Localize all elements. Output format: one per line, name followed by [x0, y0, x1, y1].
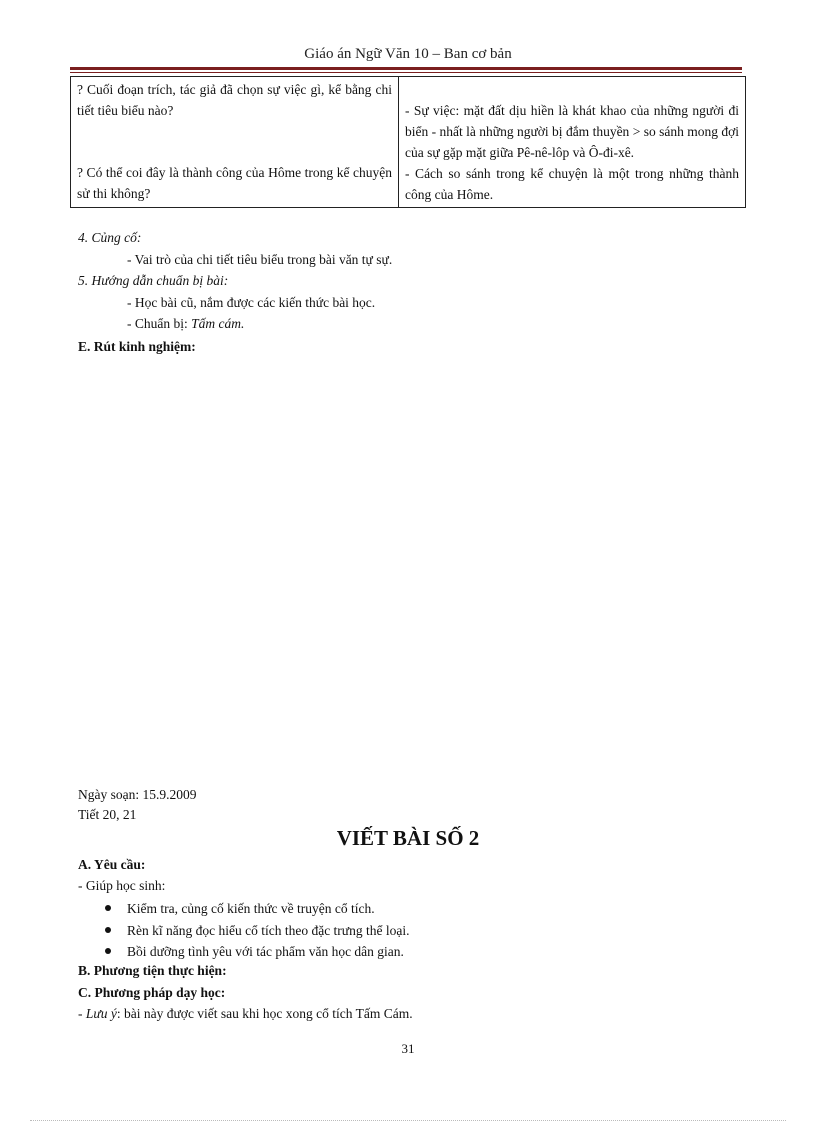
requirement-list — [102, 898, 410, 963]
list-item — [102, 920, 410, 942]
section-a-heading: A. Yêu cầu: — [78, 857, 146, 872]
section-5-line-1: - Học bài cũ, nắm được các kiến thức bài học. — [127, 295, 376, 310]
note-text: : bài này được viết sau khi học xong cổ tích Tấm Cám. — [116, 1006, 413, 1021]
note-line — [78, 1006, 413, 1022]
list-item — [102, 898, 410, 920]
answer-cell — [399, 77, 746, 208]
note-prefix: - — [78, 1006, 86, 1021]
prep-label: - Chuẩn bị: — [127, 316, 192, 331]
header-rule-thick — [70, 67, 742, 70]
header-rule-thin — [70, 72, 742, 73]
section-c-heading: C. Phương pháp dạy học: — [78, 985, 226, 1000]
date-label: Ngày soạn: 15.9.2009 — [78, 787, 197, 802]
bullet-icon — [105, 927, 111, 933]
question-cell — [71, 77, 399, 208]
question-2: ? Có thể coi đây là thành công của Hôme trong kể chuyện sử thi không? — [77, 165, 392, 201]
section-e-heading: E. Rút kinh nghiệm: — [78, 339, 196, 354]
section-5-heading: 5. Hướng dẫn chuẩn bị bài: — [78, 273, 229, 288]
bullet-icon — [105, 948, 111, 954]
table-row — [71, 77, 746, 208]
qa-table — [70, 76, 746, 208]
bullet-icon — [105, 905, 111, 911]
list-item-text: Rèn kĩ năng đọc hiểu cổ tích theo đặc trưng thể loại. — [127, 922, 410, 938]
section-4-heading: 4. Củng cố: — [78, 230, 142, 245]
header-title: Giáo án Ngữ Văn 10 – Ban cơ bản — [304, 46, 512, 62]
question-1: ? Cuối đoạn trích, tác giả đã chọn sự việc gì, kể bằng chi tiết tiêu biểu nào? — [77, 82, 392, 118]
intro-line: - Giúp học sinh: — [78, 878, 166, 893]
note-label: Lưu ý — [85, 1006, 117, 1021]
section-5-line-2 — [127, 316, 244, 332]
list-item-text: Bồi dưỡng tình yêu với tác phẩm văn học dân gian. — [127, 944, 404, 959]
section-b-heading: B. Phương tiện thực hiện: — [78, 963, 227, 978]
page-number: 31 — [401, 1041, 415, 1056]
answer-2: - Cách so sánh trong kể chuyện là một trong những thành công của Hôme. — [405, 166, 739, 202]
list-item-text: Kiểm tra, củng cố kiến thức về truyện cổ tích. — [127, 901, 375, 916]
prep-title: Tấm cám. — [191, 316, 245, 331]
list-item — [102, 941, 410, 963]
footer-divider — [30, 1120, 786, 1121]
period-label: Tiết 20, 21 — [78, 807, 137, 822]
section-4-line: - Vai trò của chi tiết tiêu biểu trong bài văn tự sự. — [127, 252, 393, 267]
lesson-title: VIẾT BÀI SỐ 2 — [336, 826, 480, 850]
answer-1: - Sự việc: mặt đất dịu hiền là khát khao của những người đi biển - nhất là những người bị đắm thuyền > so sánh mong đợi của sự gặp mặt giữa Pê-nê-lôp và Ô-đi-xê. — [405, 103, 739, 160]
